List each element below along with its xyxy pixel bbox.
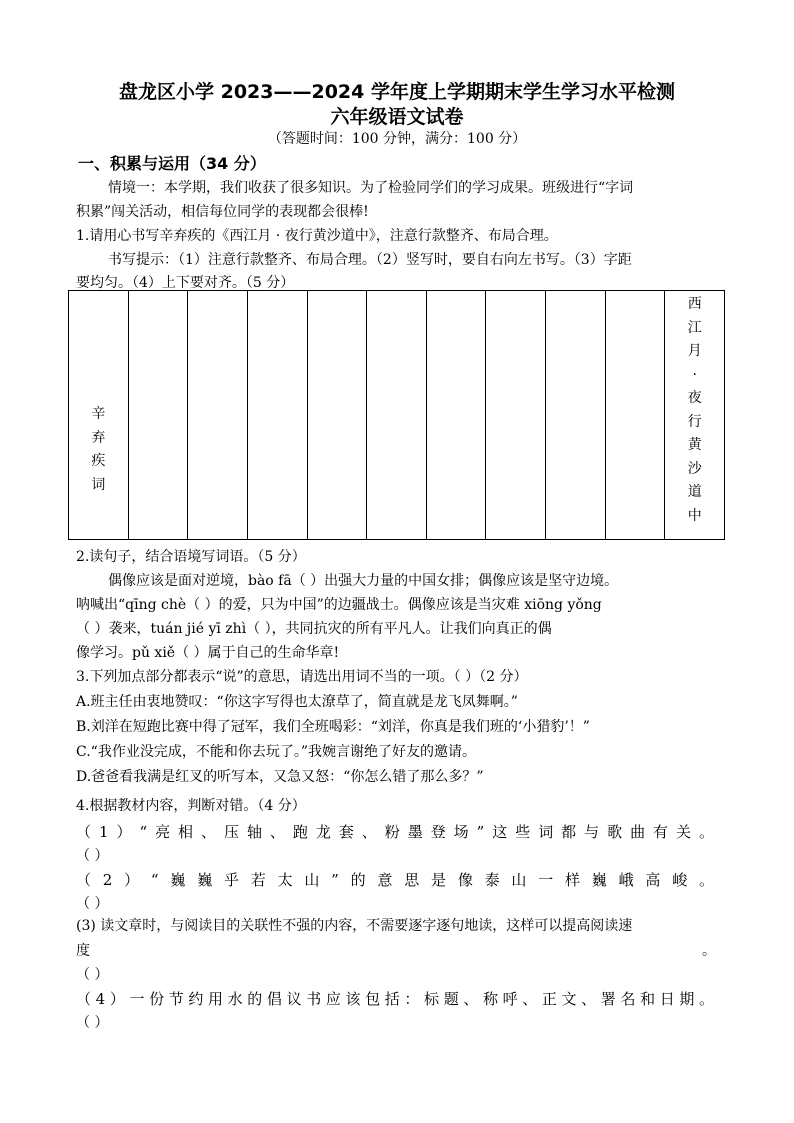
option-d: D.爸爸看我满是红叉的听写本，又急又怒：“你怎么错了那么多？” <box>76 769 484 785</box>
judgement-item-3-period: 。 <box>702 943 716 959</box>
passage-line: 像学习。pǔ xiě（ ）属于自己的生命华章! <box>76 645 340 661</box>
grid-column[interactable] <box>486 291 546 539</box>
grid-column[interactable] <box>129 291 189 539</box>
grid-column[interactable] <box>367 291 427 539</box>
judgement-item-4: （4）一份节约用水的倡议书应该包括：标题、称呼、正文、署名和日期。 <box>76 990 714 1008</box>
judgement-item-3-cont: 度 <box>76 943 90 959</box>
option-c: C.“我作业没完成，不能和你去玩了。”我婉言谢绝了好友的邀请。 <box>76 744 476 760</box>
question-stem: 3.下列加点部分都表示“说”的意思，请选出用词不当的一项。（ ）（2 分） <box>76 669 528 685</box>
answer-blank[interactable]: （ ） <box>76 1015 109 1031</box>
answer-blank[interactable]: （ ） <box>76 967 109 983</box>
question-stem: 4.根据教材内容，判断对错。（4 分） <box>76 798 306 814</box>
judgement-item-2: （2）“巍巍乎若太山”的意思是像泰山一样巍峨高峻。 <box>76 871 714 889</box>
writing-grid <box>68 290 725 540</box>
question-stem: 2.读句子，结合语境写词语。（5 分） <box>76 549 306 565</box>
intro-line: 情境一：本学期，我们收获了很多知识。为了检验同学们的学习成果。班级进行“字词 <box>108 180 634 196</box>
grid-column[interactable] <box>308 291 368 539</box>
passage-line: 偶像应该是面对逆境，bào fā（ ）出强大力量的中国女排；偶像应该是坚守边境。 <box>108 573 619 589</box>
option-a: A.班主任由衷地赞叹：“你这字写得也太潦草了，简直就是龙飞凤舞啊。” <box>76 694 518 710</box>
judgement-item-3: (3) 读文章时，与阅读目的关联性不强的内容，不需要逐字逐句地读，这样可以提高阅读速 <box>76 918 633 934</box>
section-heading: 一、积累与运用（34 分） <box>78 154 266 173</box>
exam-subtitle: 六年级语文试卷 <box>330 106 464 128</box>
option-b: B.刘洋在短跑比赛中得了冠军，我们全班喝彩：“刘洋，你真是我们班的‘小猎豹’！” <box>76 719 590 735</box>
author-column-text: 辛 弃 疾 词 <box>91 406 106 493</box>
grid-column-title <box>665 291 724 539</box>
question-stem: 1.请用心书写辛弃疾的《西江月 · 夜行黄沙道中》，注意行款整齐、布局合理。 <box>76 228 558 244</box>
time-note: （答题时间：100 分钟，满分：100 分） <box>267 131 527 147</box>
poem-title-text: 西 江 月 · 夜 行 黄 沙 道 中 <box>687 296 702 524</box>
writing-tips: 书写提示：（1）注意行款整齐、布局合理。（2）竖写时，要自右向左书写。（3）字距 <box>108 252 632 268</box>
passage-line: （ ）袭来，tuán jié yī zhì（ ），共同抗灾的所有平凡人。让我们向真正的偶 <box>76 621 552 637</box>
grid-column[interactable] <box>69 291 129 539</box>
passage-line: 呐喊出“qīng chè（ ）的爱，只为中国”的边疆战士。偶像应该是当灾难 xiōng yǒng <box>76 597 602 613</box>
judgement-item-1: （1）“亮相、压轴、跑龙套、粉墨登场”这些词都与歌曲有关。 <box>76 823 714 841</box>
intro-line: 积累”闯关活动，相信每位同学的表现都会很棒! <box>76 204 369 220</box>
grid-column[interactable] <box>427 291 487 539</box>
writing-tips: 要均匀。（4）上下要对齐。（5 分） <box>76 275 295 291</box>
grid-column[interactable] <box>188 291 248 539</box>
grid-column[interactable] <box>606 291 666 539</box>
grid-column[interactable] <box>546 291 606 539</box>
grid-column[interactable] <box>248 291 308 539</box>
answer-blank[interactable]: （ ） <box>76 896 109 912</box>
answer-blank[interactable]: （ ） <box>76 848 109 864</box>
exam-title: 盘龙区小学 2023——2024 学年度上学期期末学生学习水平检测 <box>119 81 675 103</box>
